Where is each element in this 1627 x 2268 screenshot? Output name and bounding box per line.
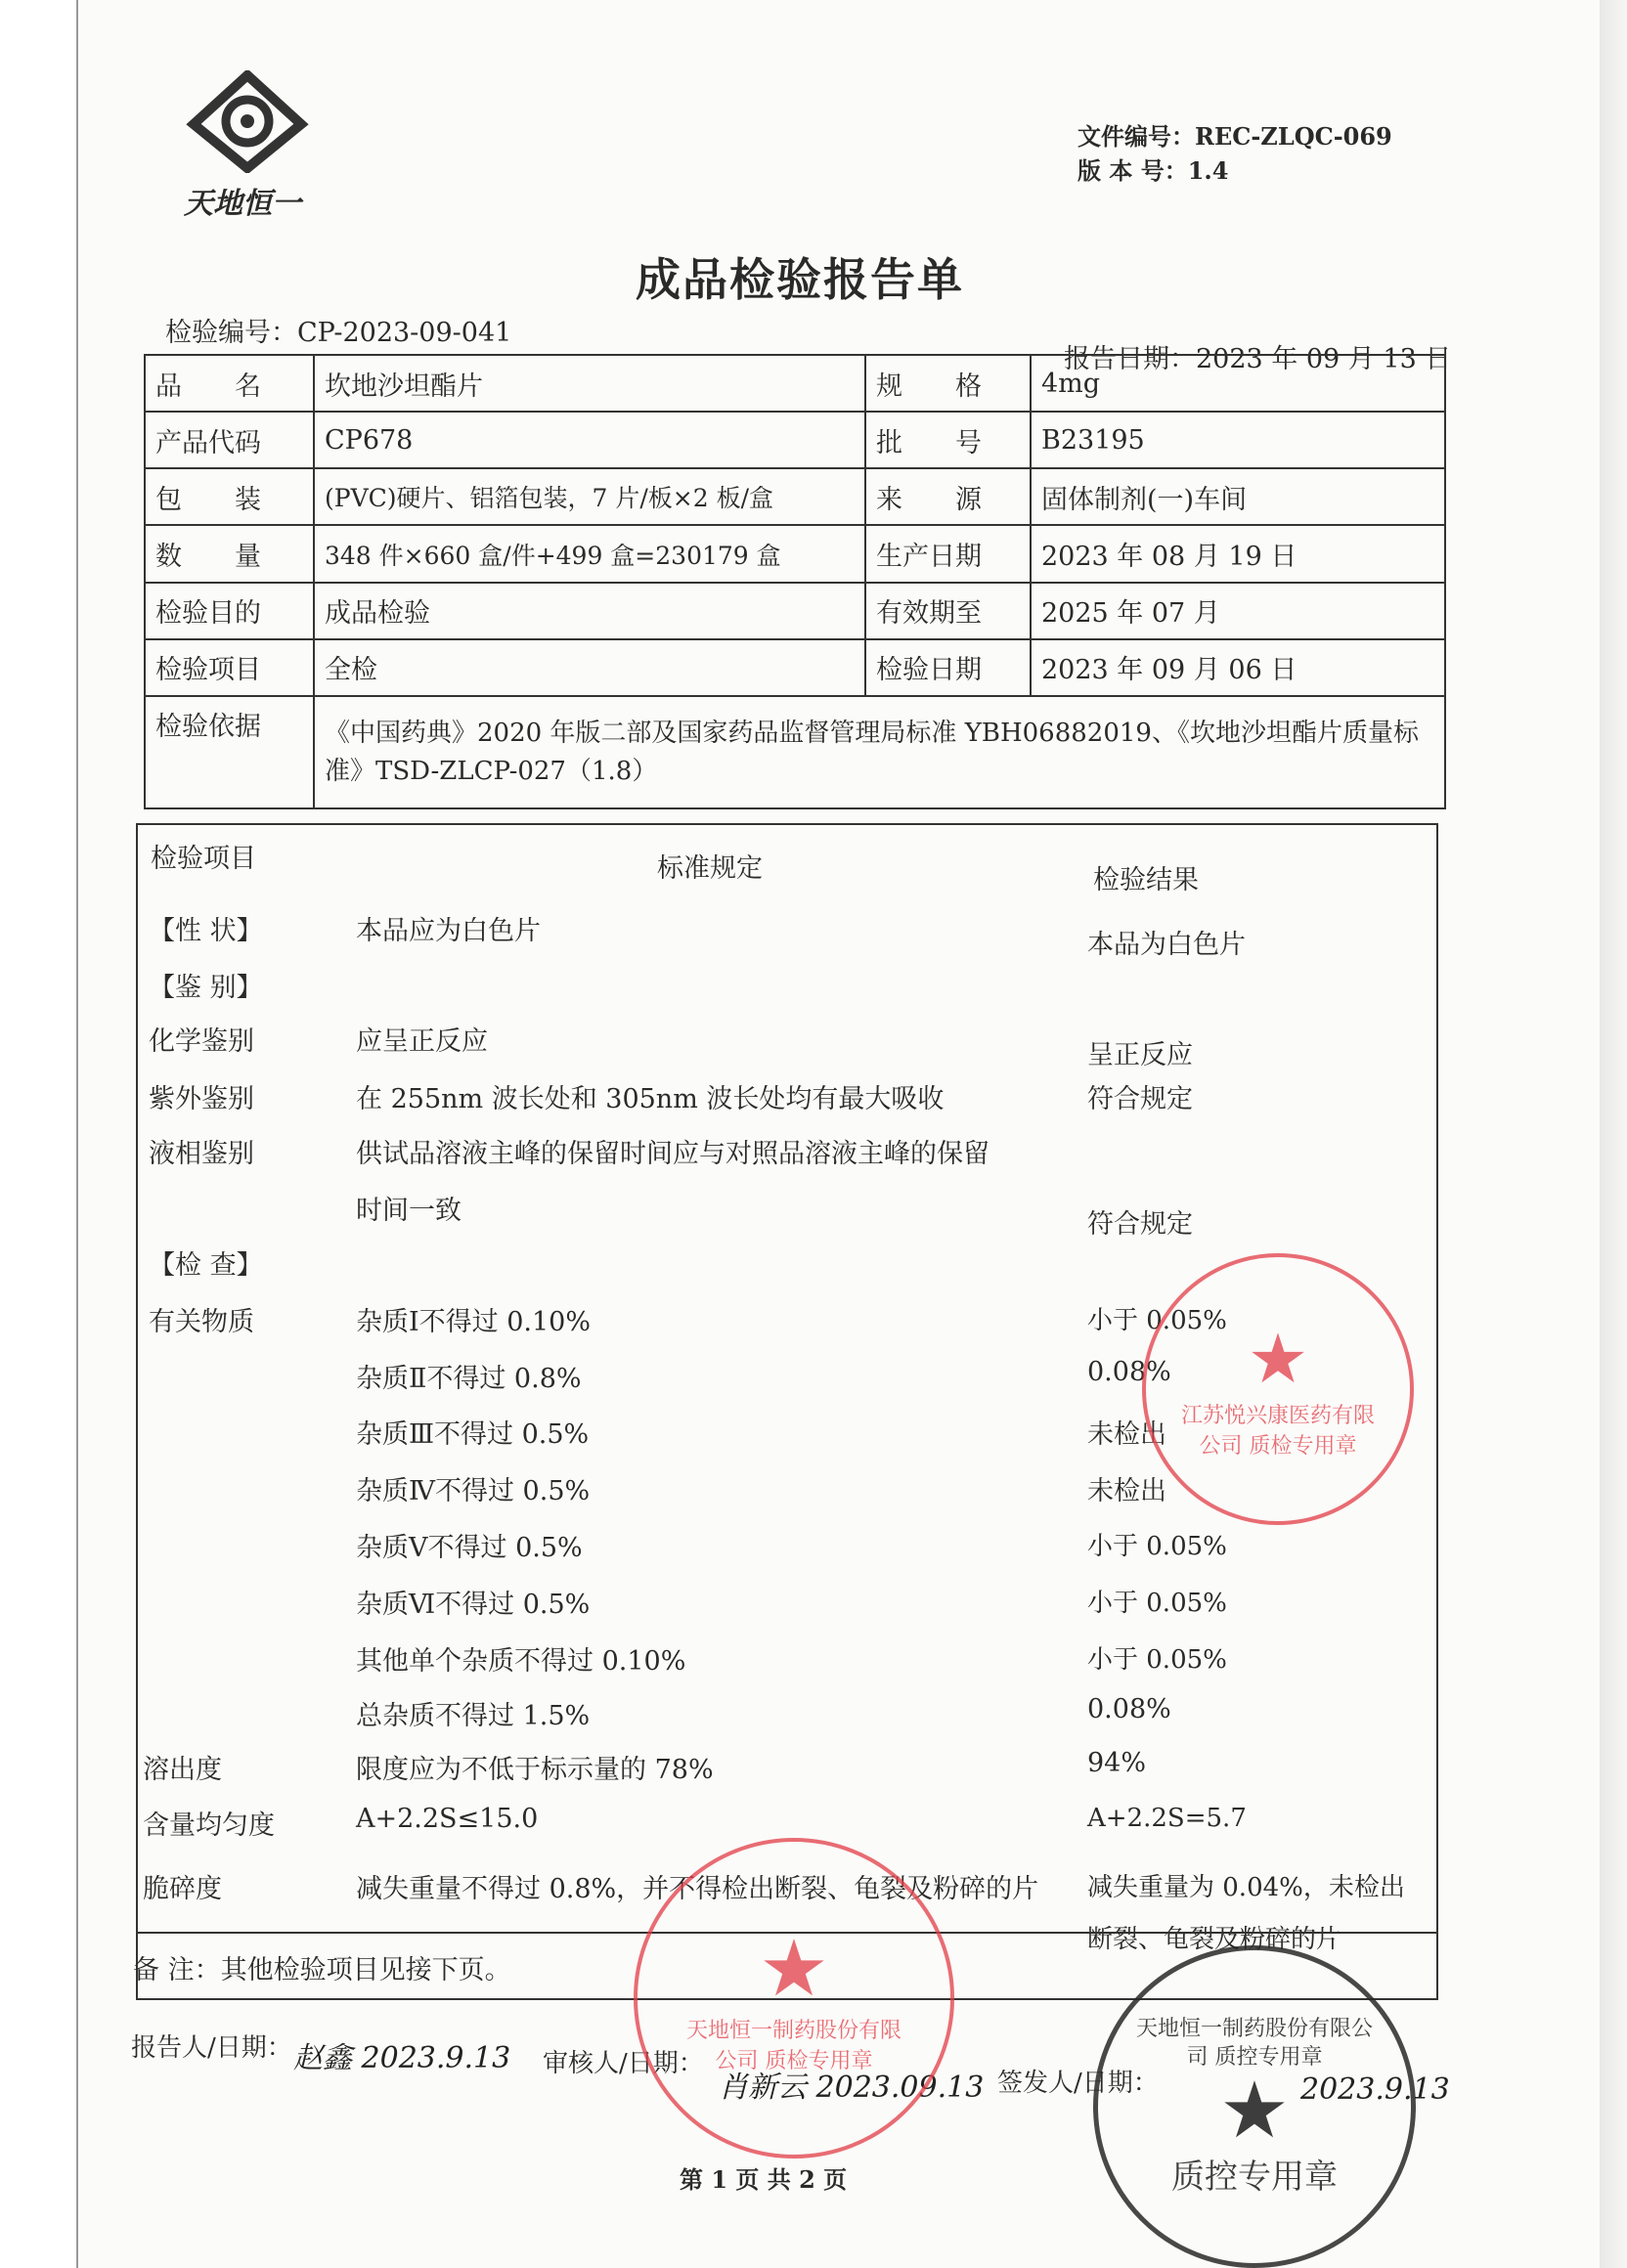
result-row-item: 液相鉴别	[149, 1139, 254, 1169]
label: 数 量	[145, 525, 314, 582]
result-row-item: 【性 状】	[149, 916, 263, 946]
result-row-standard: 限度应为不低于标示量的 78%	[356, 1755, 714, 1785]
result-row-result: 小于 0.05%	[1087, 1589, 1227, 1618]
star-icon: ★	[1219, 2065, 1290, 2157]
purpose: 成品检验	[314, 583, 865, 639]
result-row-result: 小于 0.05%	[1087, 1532, 1227, 1561]
test-date: 2023 年 09 月 06 日	[1031, 639, 1445, 696]
result-row-standard: 杂质Ⅴ不得过 0.5%	[356, 1533, 583, 1563]
result-row-result: 0.08%	[1087, 1357, 1171, 1387]
result-row-item: 溶出度	[143, 1755, 222, 1785]
product-name: 坎地沙坦酯片	[314, 355, 865, 412]
col-header-standard: 标准规定	[657, 853, 763, 884]
issuer-label: 签发人/日期：	[997, 2069, 1159, 2098]
label: 批 号	[865, 412, 1031, 468]
quantity: 348 件×660 盒/件+499 盒=230179 盒	[314, 525, 865, 582]
reviewer-signature: 肖新云 2023.09.13	[719, 2071, 985, 2105]
spec: 4mg	[1031, 355, 1445, 412]
reviewer-label: 审核人/日期：	[543, 2049, 704, 2078]
result-row-result: 断裂、龟裂及粉碎的片	[1087, 1925, 1342, 1954]
result-row-standard: 时间一致	[356, 1196, 462, 1226]
company-logo	[184, 70, 311, 221]
batch-number: B23195	[1031, 412, 1445, 468]
result-row-standard: 杂质Ⅱ不得过 0.8%	[356, 1364, 582, 1394]
result-row-standard: 本品应为白色片	[356, 916, 541, 946]
result-row-item: 化学鉴别	[149, 1026, 254, 1057]
result-row-item: 有关物质	[149, 1307, 254, 1337]
test-items: 全检	[314, 639, 865, 696]
scan-right-edge	[1600, 0, 1627, 2268]
scan-left-edge	[0, 0, 78, 2268]
result-row-result: 0.08%	[1087, 1694, 1171, 1724]
issuer-signature: 2023.9.13	[1300, 2072, 1450, 2107]
version-number: 版 本 号：1.4	[1077, 156, 1229, 185]
result-row-result: 未检出	[1087, 1419, 1166, 1450]
result-row-standard: 在 255nm 波长处和 305nm 波长处均有最大吸收	[356, 1084, 945, 1114]
star-icon: ★	[1247, 1319, 1309, 1399]
label: 有效期至	[865, 583, 1031, 639]
result-row-item: 紫外鉴别	[149, 1084, 254, 1114]
label: 检验日期	[865, 639, 1031, 696]
result-row-standard: 杂质Ⅰ不得过 0.10%	[356, 1307, 592, 1337]
result-row-standard: 供试品溶液主峰的保留时间应与对照品溶液主峰的保留	[356, 1139, 989, 1169]
stamp-text: 江苏悦兴康医药有限公司 质检专用章	[1180, 1404, 1375, 1459]
inspection-number: 检验编号：CP-2023-09-041	[165, 318, 512, 348]
label: 检验目的	[145, 583, 314, 639]
source: 固体制剂(一)车间	[1031, 468, 1445, 525]
report-date: 报告日期：2023 年 09 月 13 日	[1064, 344, 1452, 374]
label: 检验依据	[145, 696, 314, 808]
label: 检验项目	[145, 639, 314, 696]
page-number: 第 1 页 共 2 页	[680, 2165, 848, 2194]
result-row-standard: 减失重量不得过 0.8%，并不得检出断裂、龟裂及粉碎的片	[356, 1874, 1039, 1904]
logo-text: 天地恒一	[184, 187, 301, 221]
label: 品 名	[145, 355, 314, 412]
result-row-standard: 杂质Ⅵ不得过 0.5%	[356, 1590, 591, 1620]
doc-number: 文件编号：REC-ZLQC-069	[1077, 122, 1392, 151]
product-info-table	[144, 354, 1446, 809]
label: 来 源	[865, 468, 1031, 525]
result-row-result: 小于 0.05%	[1087, 1306, 1227, 1335]
stamp-ring-text: 天地恒一制药股份有限公司 质控专用章	[1135, 2016, 1373, 2070]
result-row-result: 未检出	[1087, 1476, 1166, 1506]
result-row-result: 符合规定	[1087, 1084, 1193, 1114]
result-row-item: 脆碎度	[143, 1874, 222, 1904]
test-basis: 《中国药典》2020 年版二部及国家药品监督管理局标准 YBH06882019、《坎地沙坦酯片质量标准》TSD-ZLCP-027（1.8）	[314, 696, 1445, 808]
page-title: 成品检验报告单	[636, 253, 964, 306]
remark: 备 注：其他检验项目见接下页。	[133, 1955, 511, 1985]
result-row-item: 【鉴 别】	[149, 973, 263, 1003]
red-stamp-supplier	[1142, 1253, 1414, 1525]
result-row-standard: 应呈正反应	[356, 1026, 488, 1057]
result-row-standard: 杂质Ⅳ不得过 0.5%	[356, 1476, 591, 1506]
label: 包 装	[145, 468, 314, 525]
label: 规 格	[865, 355, 1031, 412]
mfg-date: 2023 年 08 月 19 日	[1031, 525, 1445, 582]
result-row-result: 符合规定	[1087, 1209, 1193, 1240]
reporter-signature: 赵鑫 2023.9.13	[293, 2041, 511, 2075]
result-row-standard: 总杂质不得过 1.5%	[356, 1701, 591, 1731]
product-code: CP678	[314, 412, 865, 468]
star-icon: ★	[759, 1922, 829, 2014]
stamp-center-text: 质控专用章	[1171, 2158, 1338, 2198]
black-qc-stamp	[1093, 1945, 1416, 2268]
result-row-result: 呈正反应	[1087, 1040, 1193, 1070]
stamp-text: 天地恒一制药股份有限公司 质检专用章	[685, 2018, 901, 2073]
package: (PVC)硬片、铝箔包装，7 片/板×2 板/盒	[314, 468, 865, 525]
red-stamp-company	[634, 1838, 954, 2159]
result-row-standard: 其他单个杂质不得过 0.10%	[356, 1646, 686, 1677]
result-row-item: 含量均匀度	[143, 1810, 275, 1841]
expiry: 2025 年 07 月	[1031, 583, 1445, 639]
result-row-result: 小于 0.05%	[1087, 1645, 1227, 1675]
label: 生产日期	[865, 525, 1031, 582]
col-header-item: 检验项目	[151, 844, 256, 874]
reporter-label: 报告人/日期：	[131, 2033, 292, 2063]
result-row-standard: 杂质Ⅲ不得过 0.5%	[356, 1419, 590, 1450]
result-row-result: 本品为白色片	[1087, 930, 1246, 960]
result-row-standard: A+2.2S≤15.0	[356, 1804, 539, 1834]
logo-swirl-icon	[184, 70, 311, 173]
result-row-result: 减失重量为 0.04%，未检出	[1087, 1873, 1405, 1902]
result-row-result: A+2.2S=5.7	[1087, 1804, 1247, 1833]
col-header-result: 检验结果	[1093, 865, 1199, 895]
result-row-item: 【检 查】	[149, 1250, 263, 1281]
result-row-result: 94%	[1087, 1748, 1147, 1778]
label: 产品代码	[145, 412, 314, 468]
